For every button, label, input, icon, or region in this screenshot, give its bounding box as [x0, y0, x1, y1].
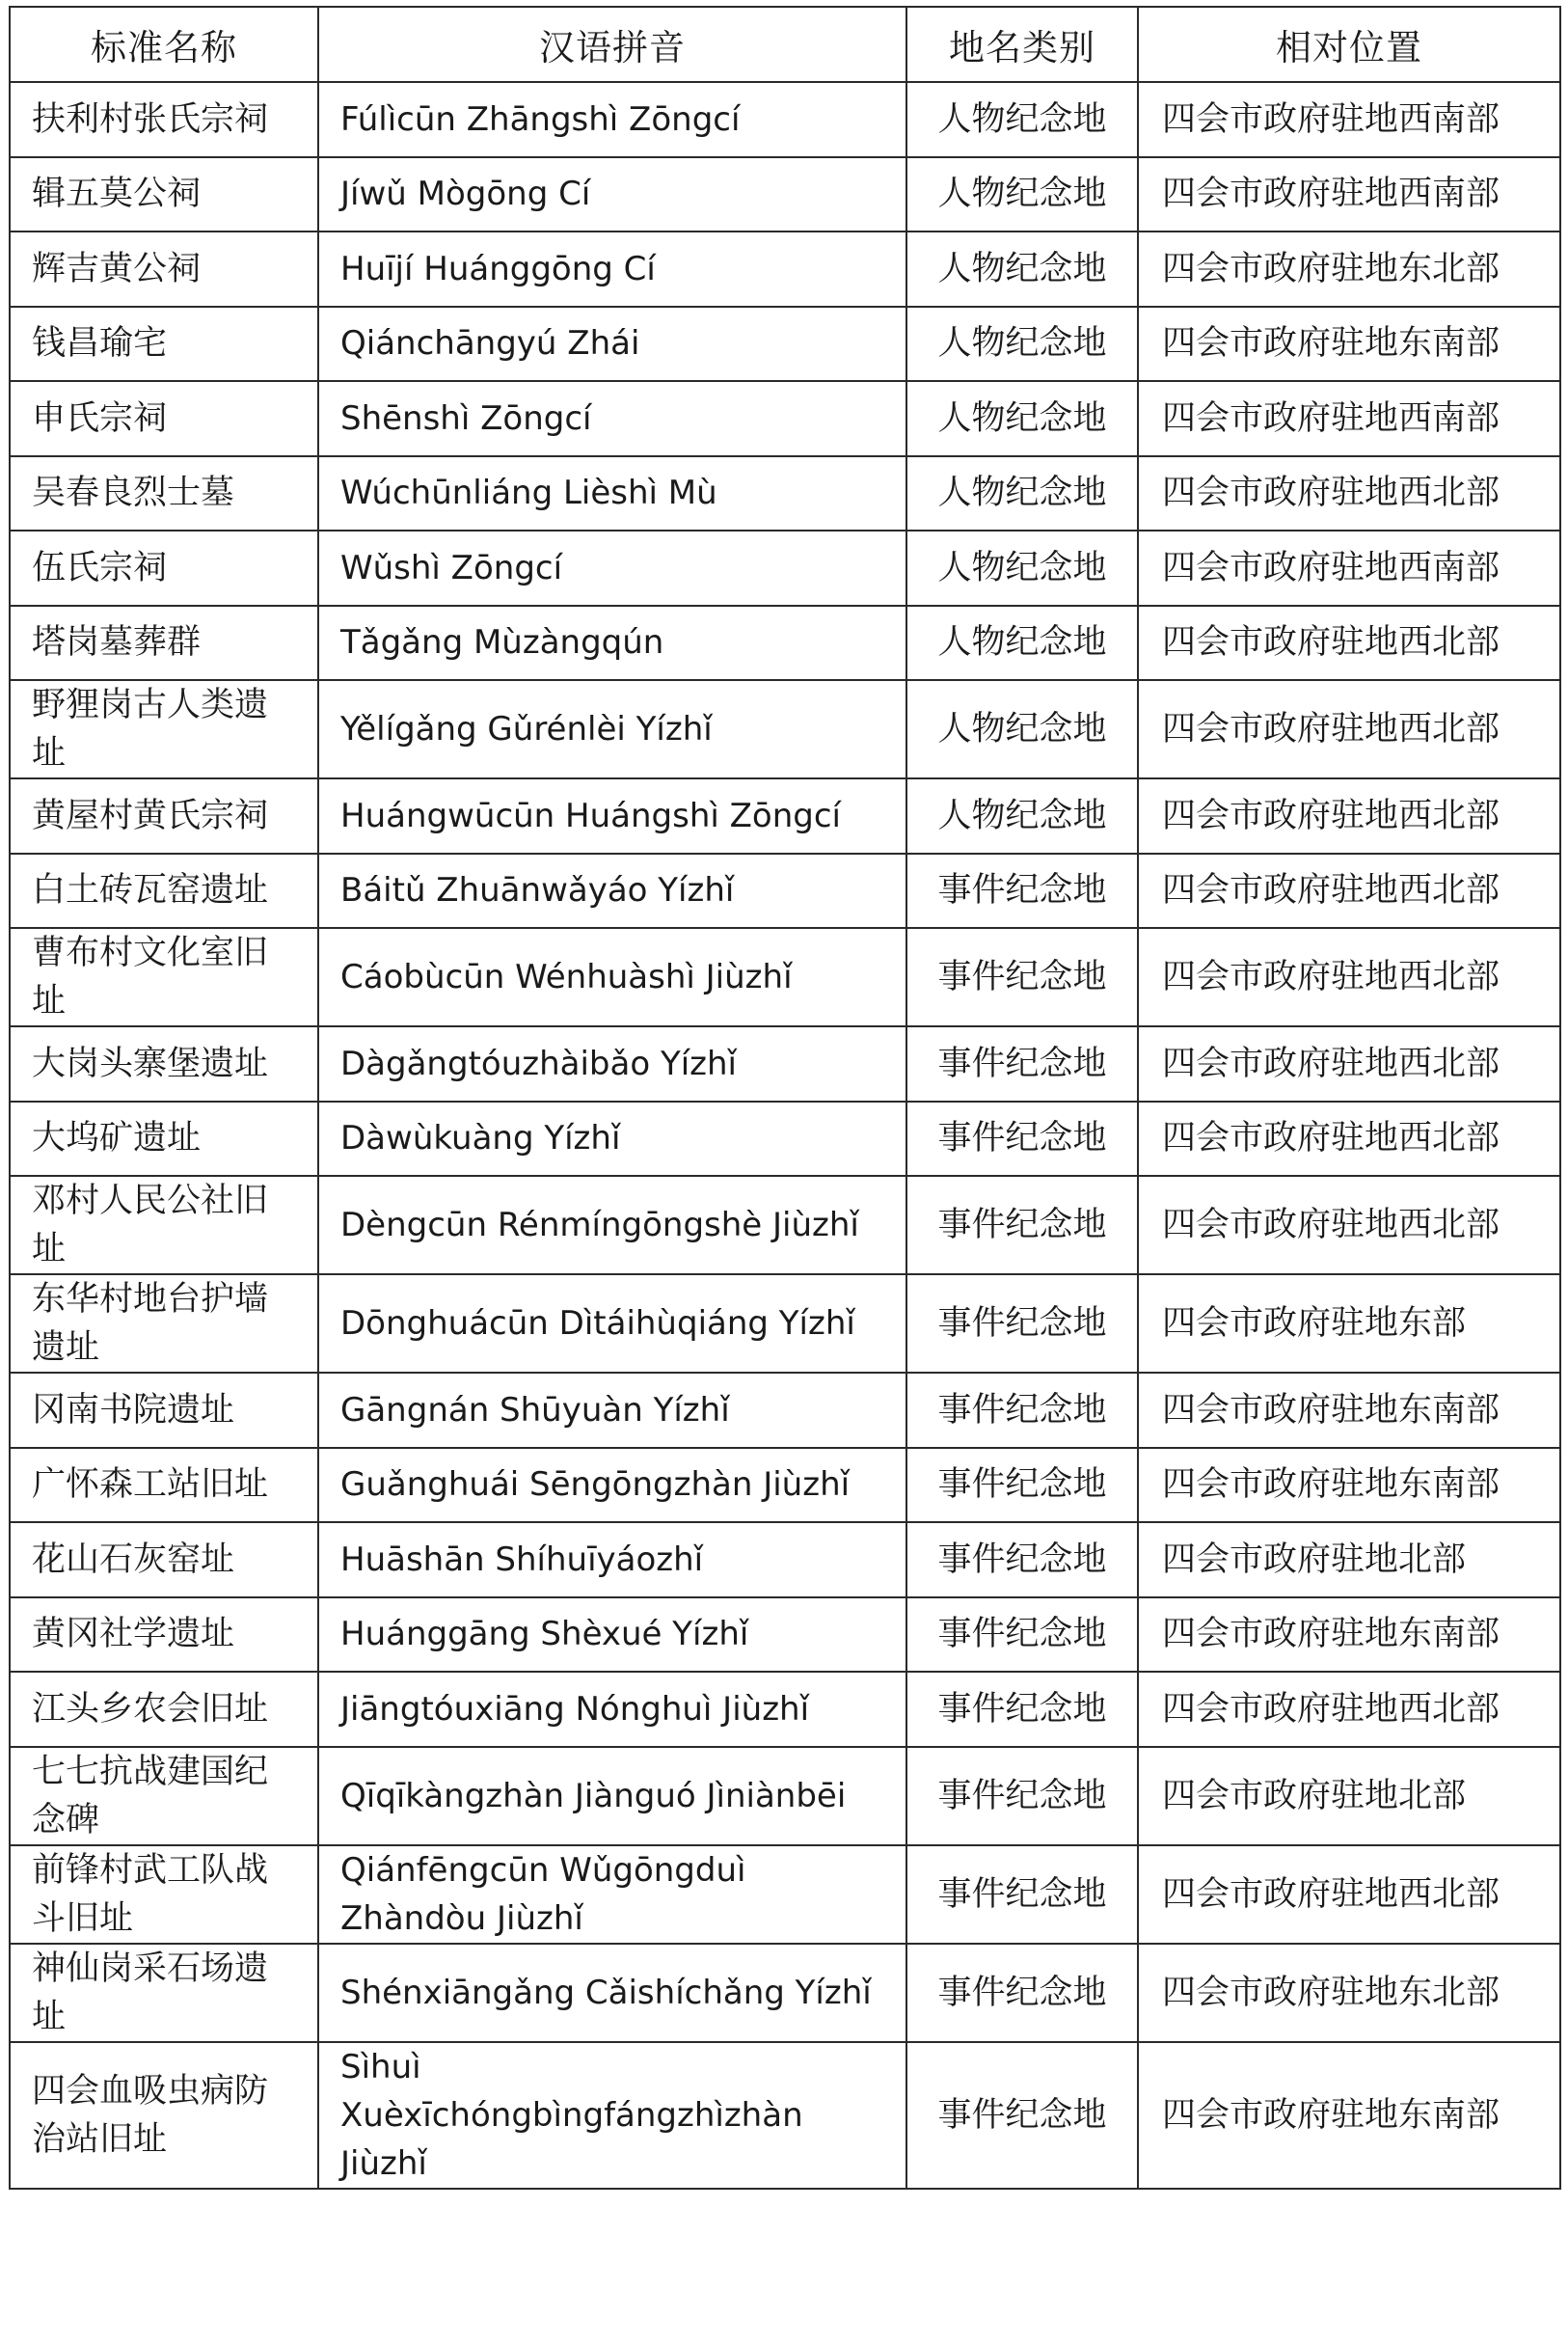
- cell-category: 人物纪念地: [906, 531, 1138, 606]
- cell-pinyin: Yělígǎng Gǔrénlèi Yízhǐ: [318, 680, 906, 778]
- cell-pinyin: Dàgǎngtóuzhàibǎo Yízhǐ: [318, 1026, 906, 1102]
- cell-category: 事件纪念地: [906, 928, 1138, 1026]
- cell-standard-name: 东华村地台护墙遗址: [10, 1274, 318, 1373]
- table-row: [10, 680, 1560, 778]
- cell-location: 四会市政府驻地西北部: [1138, 680, 1560, 778]
- cell-standard-name: 邓村人民公社旧址: [10, 1176, 318, 1274]
- table-row: [10, 1522, 1560, 1597]
- cell-location: 四会市政府驻地西北部: [1138, 1102, 1560, 1177]
- cell-pinyin: Wúchūnliáng Lièshì Mù: [318, 456, 906, 531]
- cell-category: 事件纪念地: [906, 854, 1138, 929]
- table-body: [10, 82, 1560, 2189]
- header-standard-name: 标准名称: [10, 7, 318, 82]
- cell-pinyin: Dōnghuácūn Dìtáihùqiáng Yízhǐ: [318, 1274, 906, 1373]
- cell-location: 四会市政府驻地东北部: [1138, 232, 1560, 307]
- cell-pinyin: Qīqīkàngzhàn Jiànguó Jìniànbēi: [318, 1747, 906, 1845]
- cell-category: 人物纪念地: [906, 381, 1138, 456]
- table-row: [10, 2042, 1560, 2189]
- cell-location: 四会市政府驻地西南部: [1138, 82, 1560, 157]
- cell-location: 四会市政府驻地西北部: [1138, 1845, 1560, 1944]
- cell-standard-name: 黄冈社学遗址: [10, 1597, 318, 1673]
- cell-pinyin: Sìhuì Xuèxīchóngbìngfángzhìzhàn Jiùzhǐ: [318, 2042, 906, 2189]
- cell-location: 四会市政府驻地西北部: [1138, 1672, 1560, 1747]
- cell-location: 四会市政府驻地北部: [1138, 1522, 1560, 1597]
- place-name-table: [9, 6, 1561, 2190]
- cell-category: 人物纪念地: [906, 680, 1138, 778]
- cell-category: 事件纪念地: [906, 1176, 1138, 1274]
- cell-pinyin: Huījí Huánggōng Cí: [318, 232, 906, 307]
- cell-category: 人物纪念地: [906, 232, 1138, 307]
- table-row: [10, 1747, 1560, 1845]
- cell-pinyin: Shēnshì Zōngcí: [318, 381, 906, 456]
- cell-standard-name: 辑五莫公祠: [10, 157, 318, 232]
- table-row: [10, 1026, 1560, 1102]
- cell-standard-name: 四会血吸虫病防治站旧址: [10, 2042, 318, 2189]
- cell-location: 四会市政府驻地西北部: [1138, 854, 1560, 929]
- cell-category: 人物纪念地: [906, 778, 1138, 854]
- cell-pinyin: Wǔshì Zōngcí: [318, 531, 906, 606]
- cell-standard-name: 申氏宗祠: [10, 381, 318, 456]
- cell-standard-name: 吴春良烈士墓: [10, 456, 318, 531]
- table-row: [10, 1845, 1560, 1944]
- cell-category: 事件纪念地: [906, 1102, 1138, 1177]
- cell-standard-name: 辉吉黄公祠: [10, 232, 318, 307]
- cell-standard-name: 花山石灰窑址: [10, 1522, 318, 1597]
- table-row: [10, 606, 1560, 681]
- cell-pinyin: Shénxiāngǎng Cǎishíchǎng Yízhǐ: [318, 1944, 906, 2042]
- cell-location: 四会市政府驻地东部: [1138, 1274, 1560, 1373]
- cell-category: 人物纪念地: [906, 157, 1138, 232]
- header-row: [10, 7, 1560, 82]
- cell-location: 四会市政府驻地北部: [1138, 1747, 1560, 1845]
- cell-location: 四会市政府驻地西南部: [1138, 531, 1560, 606]
- table-header: [10, 7, 1560, 82]
- cell-pinyin: Dàwùkuàng Yízhǐ: [318, 1102, 906, 1177]
- cell-location: 四会市政府驻地西北部: [1138, 606, 1560, 681]
- cell-standard-name: 伍氏宗祠: [10, 531, 318, 606]
- cell-location: 四会市政府驻地西北部: [1138, 928, 1560, 1026]
- cell-category: 事件纪念地: [906, 1672, 1138, 1747]
- cell-standard-name: 七七抗战建国纪念碑: [10, 1747, 318, 1845]
- cell-location: 四会市政府驻地西南部: [1138, 381, 1560, 456]
- cell-location: 四会市政府驻地西南部: [1138, 157, 1560, 232]
- cell-pinyin: Dèngcūn Rénmíngōngshè Jiùzhǐ: [318, 1176, 906, 1274]
- table-row: [10, 456, 1560, 531]
- cell-standard-name: 黄屋村黄氏宗祠: [10, 778, 318, 854]
- cell-pinyin: Báitǔ Zhuānwǎyáo Yízhǐ: [318, 854, 906, 929]
- table-row: [10, 232, 1560, 307]
- cell-pinyin: Cáobùcūn Wénhuàshì Jiùzhǐ: [318, 928, 906, 1026]
- cell-standard-name: 曹布村文化室旧址: [10, 928, 318, 1026]
- cell-standard-name: 钱昌瑜宅: [10, 307, 318, 382]
- table-row: [10, 1597, 1560, 1673]
- cell-pinyin: Huánggāng Shèxué Yízhǐ: [318, 1597, 906, 1673]
- table-row: [10, 1672, 1560, 1747]
- cell-standard-name: 广怀森工站旧址: [10, 1448, 318, 1523]
- place-name-table-container: [9, 6, 1559, 2190]
- cell-standard-name: 白土砖瓦窑遗址: [10, 854, 318, 929]
- table-row: [10, 1102, 1560, 1177]
- cell-category: 事件纪念地: [906, 1448, 1138, 1523]
- cell-standard-name: 冈南书院遗址: [10, 1373, 318, 1448]
- cell-category: 事件纪念地: [906, 1274, 1138, 1373]
- table-row: [10, 1373, 1560, 1448]
- cell-standard-name: 前锋村武工队战斗旧址: [10, 1845, 318, 1944]
- cell-location: 四会市政府驻地东南部: [1138, 2042, 1560, 2189]
- cell-location: 四会市政府驻地东南部: [1138, 1373, 1560, 1448]
- cell-category: 事件纪念地: [906, 2042, 1138, 2189]
- cell-category: 事件纪念地: [906, 1373, 1138, 1448]
- cell-location: 四会市政府驻地东南部: [1138, 1597, 1560, 1673]
- cell-category: 事件纪念地: [906, 1944, 1138, 2042]
- cell-category: 事件纪念地: [906, 1522, 1138, 1597]
- cell-standard-name: 野狸岗古人类遗址: [10, 680, 318, 778]
- cell-pinyin: Huángwūcūn Huángshì Zōngcí: [318, 778, 906, 854]
- table-row: [10, 82, 1560, 157]
- cell-pinyin: Jiāngtóuxiāng Nónghuì Jiùzhǐ: [318, 1672, 906, 1747]
- cell-pinyin: Fúlìcūn Zhāngshì Zōngcí: [318, 82, 906, 157]
- cell-location: 四会市政府驻地东南部: [1138, 307, 1560, 382]
- cell-standard-name: 神仙岗采石场遗址: [10, 1944, 318, 2042]
- cell-standard-name: 大坞矿遗址: [10, 1102, 318, 1177]
- cell-pinyin: Gāngnán Shūyuàn Yízhǐ: [318, 1373, 906, 1448]
- cell-category: 事件纪念地: [906, 1026, 1138, 1102]
- cell-location: 四会市政府驻地西北部: [1138, 1176, 1560, 1274]
- cell-location: 四会市政府驻地东南部: [1138, 1448, 1560, 1523]
- cell-pinyin: Qiánchāngyú Zhái: [318, 307, 906, 382]
- cell-location: 四会市政府驻地西北部: [1138, 1026, 1560, 1102]
- table-row: [10, 1274, 1560, 1373]
- table-row: [10, 1448, 1560, 1523]
- cell-location: 四会市政府驻地东北部: [1138, 1944, 1560, 2042]
- table-row: [10, 928, 1560, 1026]
- cell-location: 四会市政府驻地西北部: [1138, 456, 1560, 531]
- cell-category: 事件纪念地: [906, 1845, 1138, 1944]
- header-pinyin: 汉语拼音: [318, 7, 906, 82]
- cell-pinyin: Guǎnghuái Sēngōngzhàn Jiùzhǐ: [318, 1448, 906, 1523]
- cell-category: 事件纪念地: [906, 1597, 1138, 1673]
- cell-location: 四会市政府驻地西北部: [1138, 778, 1560, 854]
- table-row: [10, 531, 1560, 606]
- table-row: [10, 778, 1560, 854]
- cell-category: 人物纪念地: [906, 606, 1138, 681]
- cell-pinyin: Huāshān Shíhuīyáozhǐ: [318, 1522, 906, 1597]
- table-row: [10, 854, 1560, 929]
- header-category: 地名类别: [906, 7, 1138, 82]
- cell-pinyin: Qiánfēngcūn Wǔgōngduì Zhàndòu Jiùzhǐ: [318, 1845, 906, 1944]
- cell-standard-name: 大岗头寨堡遗址: [10, 1026, 318, 1102]
- header-location: 相对位置: [1138, 7, 1560, 82]
- cell-category: 事件纪念地: [906, 1747, 1138, 1845]
- cell-pinyin: Tǎgǎng Mùzàngqún: [318, 606, 906, 681]
- table-row: [10, 381, 1560, 456]
- cell-pinyin: Jíwǔ Mògōng Cí: [318, 157, 906, 232]
- cell-category: 人物纪念地: [906, 82, 1138, 157]
- cell-category: 人物纪念地: [906, 307, 1138, 382]
- cell-category: 人物纪念地: [906, 456, 1138, 531]
- table-row: [10, 1944, 1560, 2042]
- cell-standard-name: 扶利村张氏宗祠: [10, 82, 318, 157]
- table-row: [10, 1176, 1560, 1274]
- table-row: [10, 157, 1560, 232]
- cell-standard-name: 塔岗墓葬群: [10, 606, 318, 681]
- table-row: [10, 307, 1560, 382]
- cell-standard-name: 江头乡农会旧址: [10, 1672, 318, 1747]
